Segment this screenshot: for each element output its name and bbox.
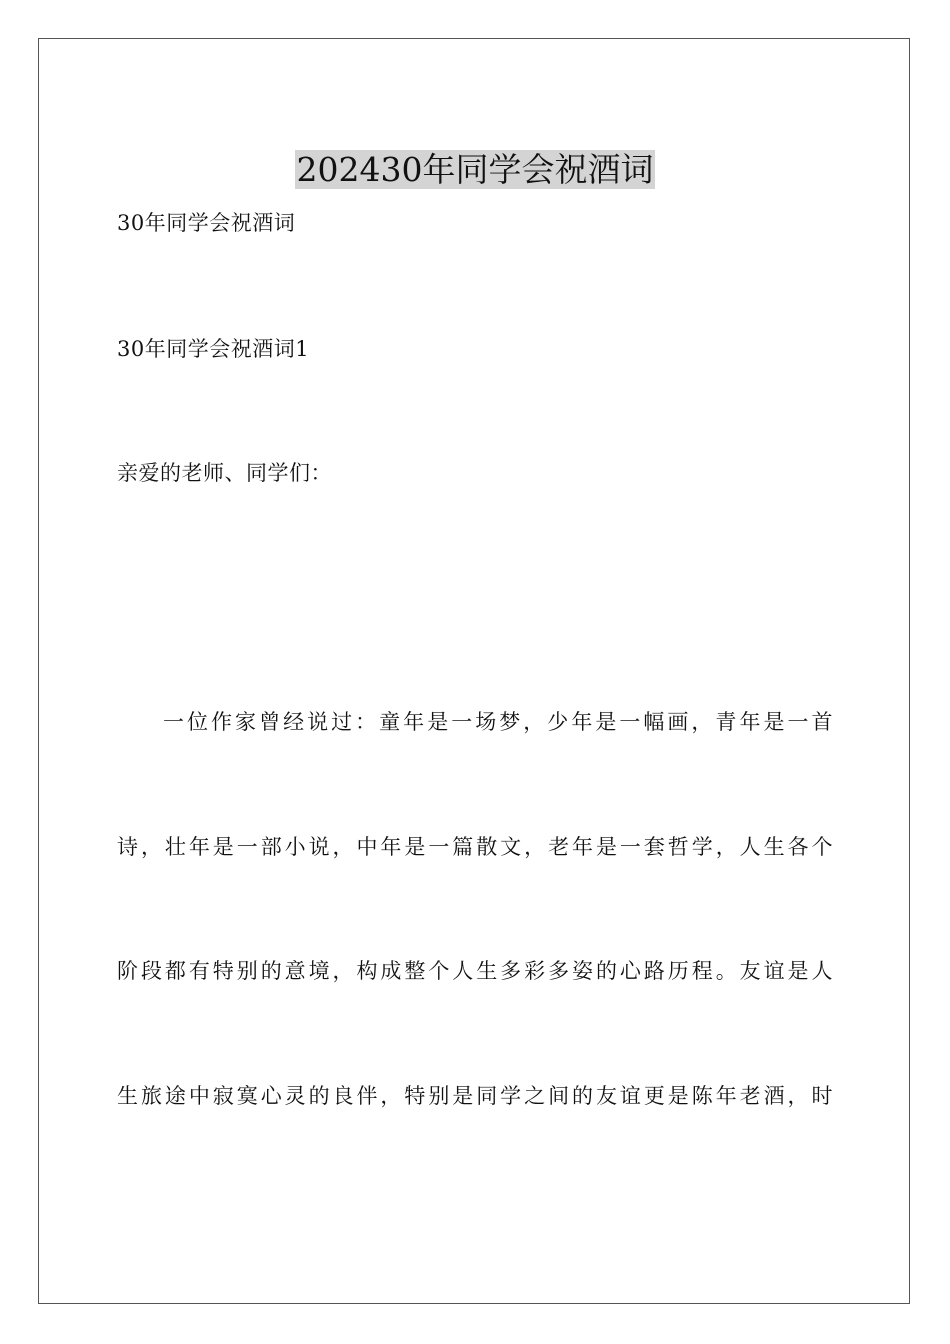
document-subtitle: 30年同学会祝酒词 [117,211,296,235]
document-title-text: 202430年同学会祝酒词 [296,150,654,190]
paragraph-line: 诗，壮年是一部小说，中年是一篇散文，老年是一套哲学，人生各个 [117,835,833,859]
document-title [0,148,950,192]
paragraph-line: 一位作家曾经说过：童年是一场梦，少年是一幅画，青年是一首 [163,710,833,734]
section-heading: 30年同学会祝酒词1 [117,337,310,361]
paragraph-line: 阶段都有特别的意境，构成整个人生多彩多姿的心路历程。友谊是人 [117,959,833,983]
salutation: 亲爱的老师、同学们： [117,461,332,485]
paragraph-line: 生旅途中寂寞心灵的良伴，特别是同学之间的友谊更是陈年老酒，时 [117,1084,833,1108]
